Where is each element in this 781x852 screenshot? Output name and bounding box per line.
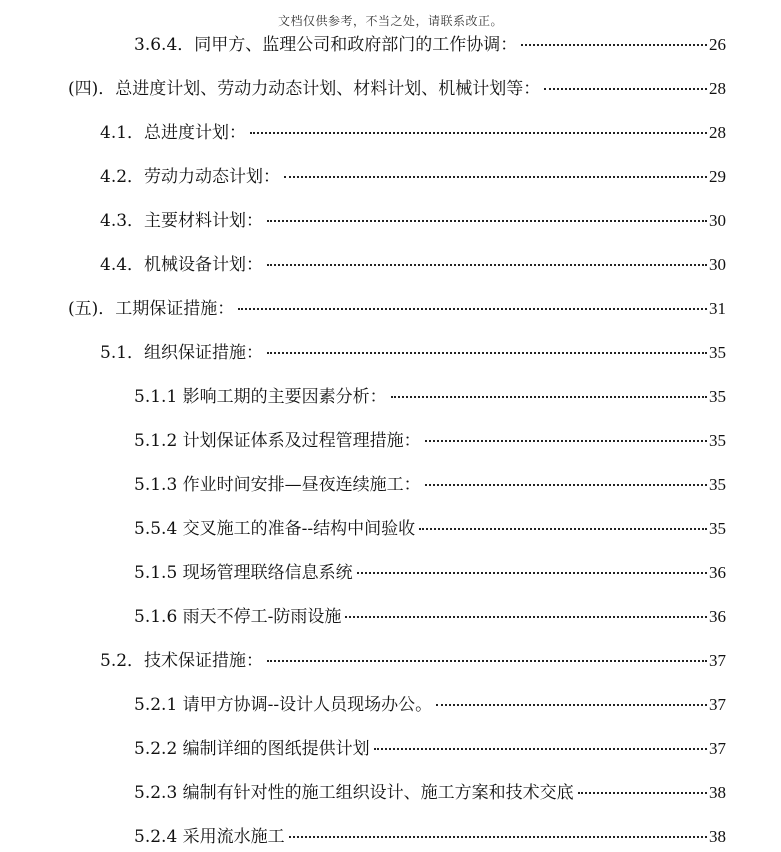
dot-leader: [267, 264, 707, 266]
dot-leader: [425, 484, 707, 486]
dot-leader: [391, 396, 707, 398]
dot-leader: [374, 748, 707, 750]
dot-leader: [289, 836, 707, 838]
toc-entry-label: 4.1．总进度计划：: [100, 123, 247, 143]
toc-entry-label: 5.5.4 交叉施工的准备--结构中间验收: [134, 519, 416, 539]
toc-entry[interactable]: [134, 778, 726, 808]
toc-entry[interactable]: [100, 646, 726, 676]
toc-entry[interactable]: [134, 690, 726, 720]
toc-entry[interactable]: [134, 602, 726, 632]
toc-entry-page: 38: [709, 783, 726, 802]
toc-entry[interactable]: [68, 74, 726, 104]
dot-leader: [267, 660, 707, 662]
dot-leader: [238, 308, 707, 310]
dot-leader: [345, 616, 707, 618]
toc-entry-page: 36: [709, 607, 726, 626]
toc-entry-page: 35: [709, 343, 726, 362]
toc-entry-label: 5.2.2 编制详细的图纸提供计划: [134, 739, 370, 759]
toc-entry[interactable]: [100, 162, 726, 192]
toc-entry[interactable]: [134, 426, 726, 456]
dot-leader: [267, 220, 707, 222]
toc-entry-label: 5.2.3 编制有针对性的施工组织设计、施工方案和技术交底: [134, 783, 574, 803]
toc-entry-label: 5.1.1 影响工期的主要因素分析：: [134, 387, 387, 407]
toc-entry[interactable]: [134, 30, 726, 60]
toc-entry[interactable]: [100, 250, 726, 280]
toc-entry-page: 37: [709, 695, 726, 714]
toc-entry-label: 4.3．主要材料计划：: [100, 211, 264, 231]
toc-entry-page: 35: [709, 519, 726, 538]
toc-entry-page: 38: [709, 827, 726, 846]
toc-entry-label: 4.2．劳动力动态计划：: [100, 167, 281, 187]
toc-entry-label: 5.2.1 请甲方协调--设计人员现场办公。: [134, 695, 433, 715]
toc-entry[interactable]: [134, 382, 726, 412]
toc-entry-label: 5.1.2 计划保证体系及过程管理措施：: [134, 431, 421, 451]
toc-entry-page: 28: [709, 79, 726, 98]
dot-leader: [284, 176, 707, 178]
toc-entry-page: 37: [709, 739, 726, 758]
toc-entry-page: 37: [709, 651, 726, 670]
watermark-header: 文档仅供参考，不当之处，请联系改正。: [277, 14, 503, 28]
toc-entry[interactable]: [100, 338, 726, 368]
toc-entry-label: 4.4．机械设备计划：: [100, 255, 264, 275]
toc-entry-label: 5.2.4 采用流水施工: [134, 827, 285, 847]
toc-entry-label: (五)．工期保证措施：: [68, 299, 235, 319]
dot-leader: [357, 572, 707, 574]
toc-entry-page: 36: [709, 563, 726, 582]
dot-leader: [521, 44, 707, 46]
toc-entry[interactable]: [68, 294, 726, 324]
dot-leader: [250, 132, 707, 134]
dot-leader: [419, 528, 707, 530]
toc-entry-label: 5.1.5 现场管理联络信息系统: [134, 563, 353, 583]
dot-leader: [436, 704, 707, 706]
toc-entry-label: 5.1.3 作业时间安排—昼夜连续施工：: [134, 475, 421, 495]
toc-entry-label: 5.2．技术保证措施：: [100, 651, 264, 671]
toc-entry-page: 35: [709, 475, 726, 494]
toc-entry-label: (四)．总进度计划、劳动力动态计划、材料计划、机械计划等：: [68, 79, 541, 99]
toc-entry[interactable]: [100, 206, 726, 236]
toc-entry-label: 5.1．组织保证措施：: [100, 343, 264, 363]
toc-entry[interactable]: [134, 558, 726, 588]
dot-leader: [425, 440, 707, 442]
toc-entry-page: 35: [709, 387, 726, 406]
toc-entry-page: 29: [709, 167, 726, 186]
dot-leader: [544, 88, 707, 90]
toc-entry[interactable]: [100, 118, 726, 148]
toc-entry-label: 3.6.4．同甲方、监理公司和政府部门的工作协调：: [134, 35, 518, 55]
toc-entry-page: 30: [709, 255, 726, 274]
dot-leader: [267, 352, 707, 354]
toc-entry-label: 5.1.6 雨天不停工-防雨设施: [134, 607, 342, 627]
toc-entry-page: 30: [709, 211, 726, 230]
toc-entry[interactable]: [134, 470, 726, 500]
toc-entry-page: 35: [709, 431, 726, 450]
toc-entry-page: 26: [709, 35, 726, 54]
toc-entry[interactable]: [134, 734, 726, 764]
toc-entry[interactable]: [134, 514, 726, 544]
toc-entry-page: 31: [709, 299, 726, 318]
toc-entry[interactable]: [134, 822, 726, 852]
toc-entry-page: 28: [709, 123, 726, 142]
dot-leader: [578, 792, 707, 794]
